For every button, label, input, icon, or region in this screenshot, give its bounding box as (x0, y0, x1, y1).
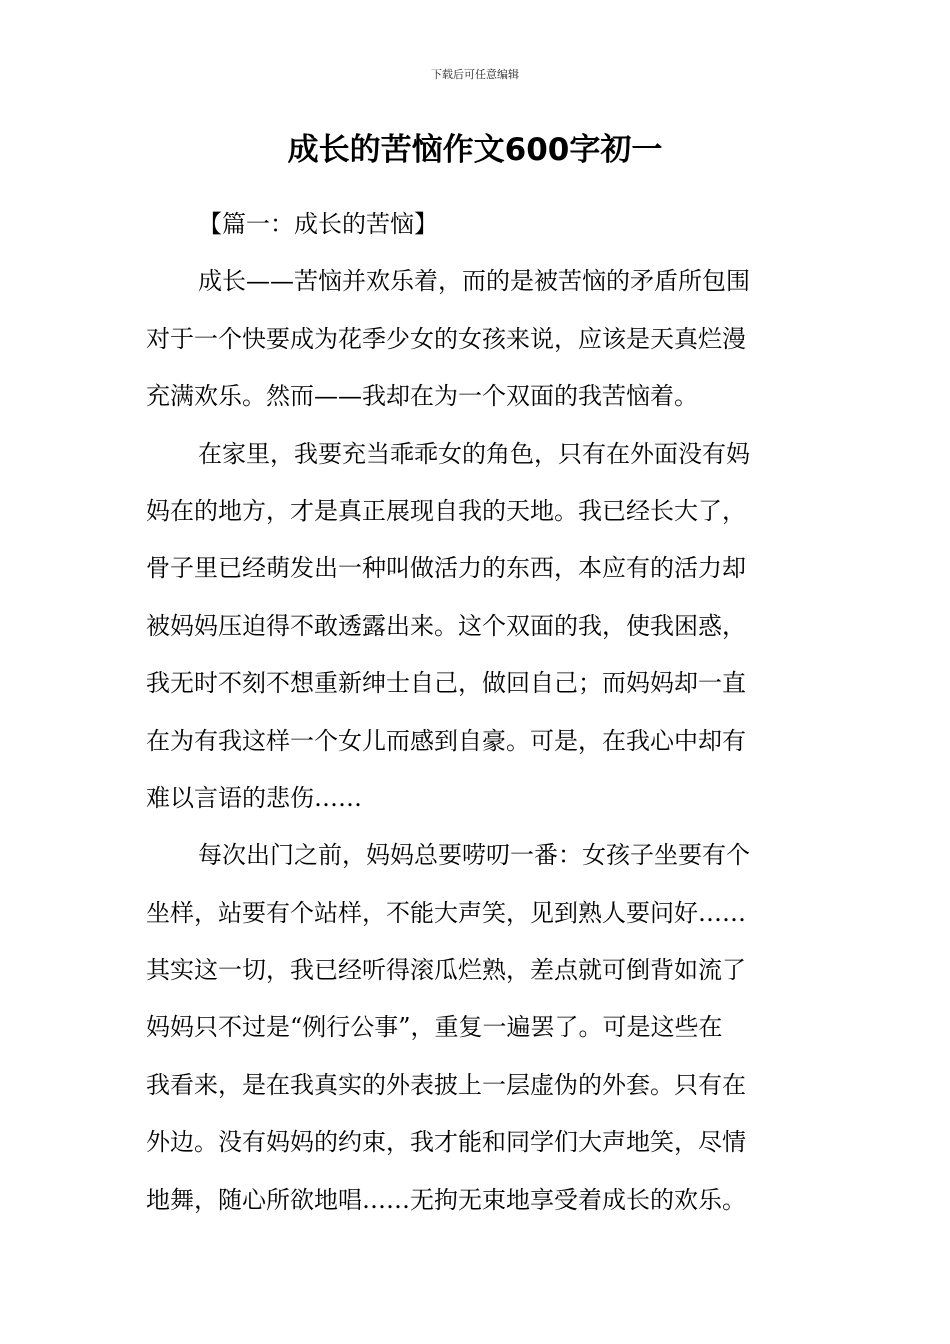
paragraph-line: 成长——苦恼并欢乐着，而的是被苦恼的矛盾所包围 (198, 267, 750, 296)
paragraph-line: 难以言语的悲伤…… (146, 783, 362, 812)
paragraph-line: 每次出门之前，妈妈总要唠叨一番：女孩子坐要有个 (198, 841, 750, 870)
document-title: 成长的苦恼作文600字初一 (287, 132, 663, 168)
paragraph-line: 对于一个快要成为花季少女的女孩来说，应该是天真烂漫 (146, 324, 746, 353)
paragraph-line: 我无时不刻不想重新绅士自己，做回自己；而妈妈却一直 (146, 669, 746, 698)
paragraph-2 (146, 426, 806, 828)
section-heading: 【篇一：成长的苦恼】 (198, 210, 438, 238)
paragraph-line: 我看来，是在我真实的外表披上一层虚伪的外套。只有在 (146, 1070, 746, 1099)
paragraph-line: 妈妈只不过是“例行公事”，重复一遍罢了。可是这些在 (146, 1013, 723, 1042)
paragraph-line: 在家里，我要充当乖乖女的角色，只有在外面没有妈 (198, 439, 750, 468)
document-body (146, 196, 806, 1229)
paragraph-line: 地舞，随心所欲地唱……无拘无束地享受着成长的欢乐。 (146, 1185, 746, 1214)
header-note: 下载后可任意编辑 (431, 68, 519, 81)
paragraph-line: 其实这一切，我已经听得滚瓜烂熟，差点就可倒背如流了 (146, 956, 746, 985)
paragraph-3 (146, 827, 806, 1229)
paragraph-1 (146, 253, 806, 425)
paragraph-line: 骨子里已经萌发出一种叫做活力的东西，本应有的活力却 (146, 554, 746, 583)
paragraph-line: 在为有我这样一个女儿而感到自豪。可是，在我心中却有 (146, 726, 746, 755)
paragraph-line: 妈在的地方，才是真正展现自我的天地。我已经长大了， (146, 496, 746, 525)
paragraph-line: 被妈妈压迫得不敢透露出来。这个双面的我，使我困惑， (146, 611, 746, 640)
paragraph-line: 充满欢乐。然而——我却在为一个双面的我苦恼着。 (146, 382, 698, 411)
paragraph-line: 坐样，站要有个站样，不能大声笑，见到熟人要问好…… (146, 898, 746, 927)
paragraph-line: 外边。没有妈妈的约束，我才能和同学们大声地笑，尽情 (146, 1128, 746, 1157)
